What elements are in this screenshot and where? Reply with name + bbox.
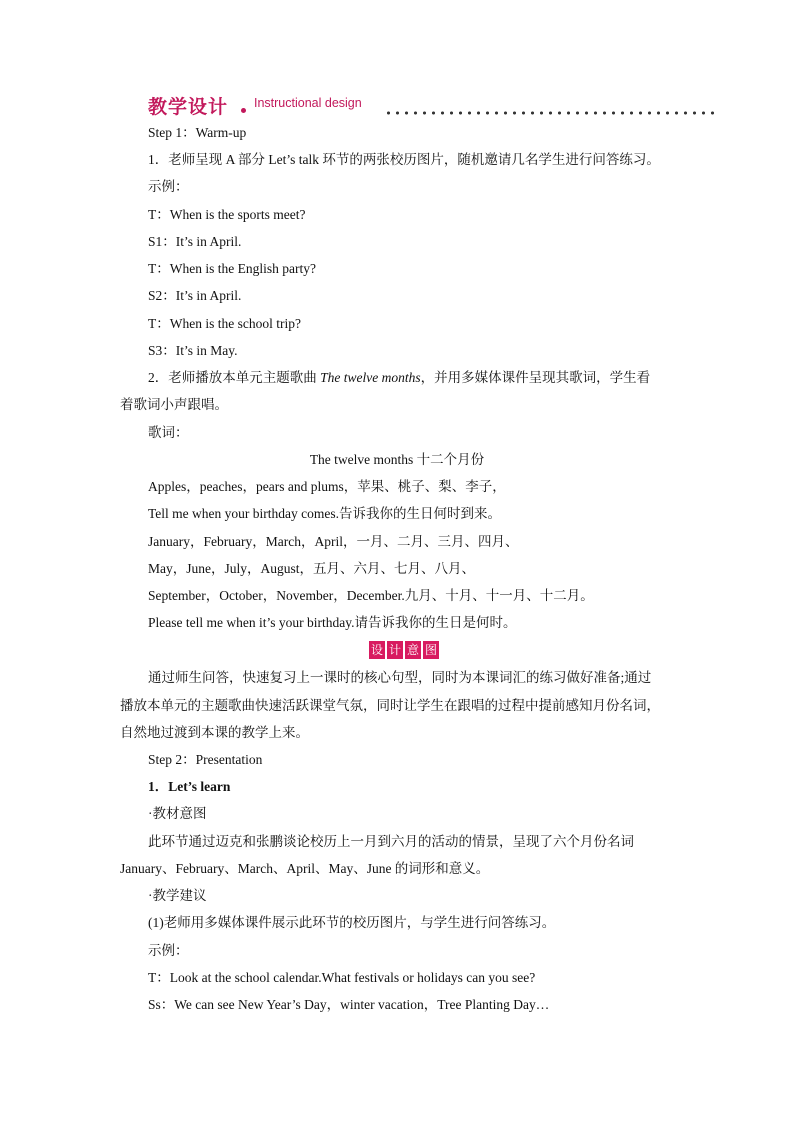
item2-continuation: 着歌词小声跟唱。 bbox=[120, 397, 228, 412]
dialog-line: T：Look at the school calendar.What festivals or holidays can you see? bbox=[148, 970, 536, 985]
lyrics-label: 歌词： bbox=[148, 425, 189, 440]
teaching-tips-label: ·教学建议 bbox=[148, 888, 207, 903]
dotted-rule bbox=[384, 111, 714, 115]
lyric-line: Please tell me when it’s your birthday.请告诉我你的生日是何时。 bbox=[148, 615, 517, 630]
dialog-line: S3：It’s in May. bbox=[148, 343, 238, 358]
example-label: 示例： bbox=[148, 943, 189, 958]
textbook-intent-line: 此环节通过迈克和张鹏谈论校历上一月到六月的活动的情景，呈现了六个月份名词 bbox=[148, 834, 634, 849]
badge-char: 设 bbox=[370, 643, 383, 657]
item2-text bbox=[148, 369, 650, 387]
lyric-line: September，October，November，December.九月、十月、十一月、十二月。 bbox=[148, 588, 594, 603]
header-subtitle: Instructional design bbox=[254, 96, 362, 110]
dialog-line: S1：It’s in April. bbox=[148, 234, 242, 249]
lyric-line: May，June，July，August，五月、六月、七月、八月、 bbox=[148, 561, 475, 576]
badge-char: 计 bbox=[388, 643, 401, 657]
song-name: The twelve months bbox=[320, 370, 421, 385]
textbook-intent-line: January、February、March、April、May、June 的词形和意义。 bbox=[120, 861, 490, 876]
dialog-line: S2：It’s in April. bbox=[148, 288, 242, 303]
dialog-line: T：When is the sports meet? bbox=[148, 207, 306, 222]
badge-char: 图 bbox=[424, 643, 437, 657]
step2-heading: Step 2：Presentation bbox=[148, 752, 263, 767]
item2-prefix: 2．老师播放本单元主题歌曲 bbox=[148, 370, 321, 385]
dialog-line: Ss：We can see New Year’s Day，winter vacation，Tree Planting Day… bbox=[148, 997, 550, 1012]
design-intent-line: 播放本单元的主题歌曲快速活跃课堂气氛，同时让学生在跟唱的过程中提前感知月份名词， bbox=[120, 698, 660, 713]
section-header bbox=[148, 92, 714, 120]
dialog-line: T：When is the school trip? bbox=[148, 316, 301, 331]
item1-text: 1．老师呈现 A 部分 Let’s talk 环节的两张校历图片，随机邀请几名学生进行问答练习。 bbox=[148, 152, 660, 167]
item2-suffix: ，并用多媒体课件呈现其歌词，学生看 bbox=[420, 370, 651, 385]
design-intent-badge bbox=[369, 641, 439, 659]
example-label: 示例： bbox=[148, 179, 189, 194]
dialog-line: T：When is the English party? bbox=[148, 261, 316, 276]
step1-heading: Step 1：Warm-up bbox=[148, 125, 247, 140]
lyric-line: Apples，peaches，pears and plums，苹果、桃子、梨、李子， bbox=[148, 479, 506, 494]
header-title: 教学设计 bbox=[148, 96, 229, 118]
lets-learn-heading: 1．Let’s learn bbox=[148, 779, 231, 794]
design-intent-line: 自然地过渡到本课的教学上来。 bbox=[120, 725, 309, 740]
lyric-line: Tell me when your birthday comes.告诉我你的生日何时到来。 bbox=[148, 506, 502, 521]
textbook-intent-label: ·教材意图 bbox=[148, 806, 207, 821]
song-title: The twelve months 十二个月份 bbox=[309, 452, 485, 467]
lyric-line: January，February，March，April，一月、二月、三月、四月、 bbox=[148, 534, 519, 549]
tip1-text: (1)老师用多媒体课件展示此环节的校历图片，与学生进行问答练习。 bbox=[148, 915, 556, 930]
header-bullet-icon bbox=[241, 108, 246, 113]
design-intent-line: 通过师生问答，快速复习上一课时的核心句型，同时为本课词汇的练习做好准备;通过 bbox=[148, 670, 652, 685]
badge-char: 意 bbox=[406, 643, 419, 657]
